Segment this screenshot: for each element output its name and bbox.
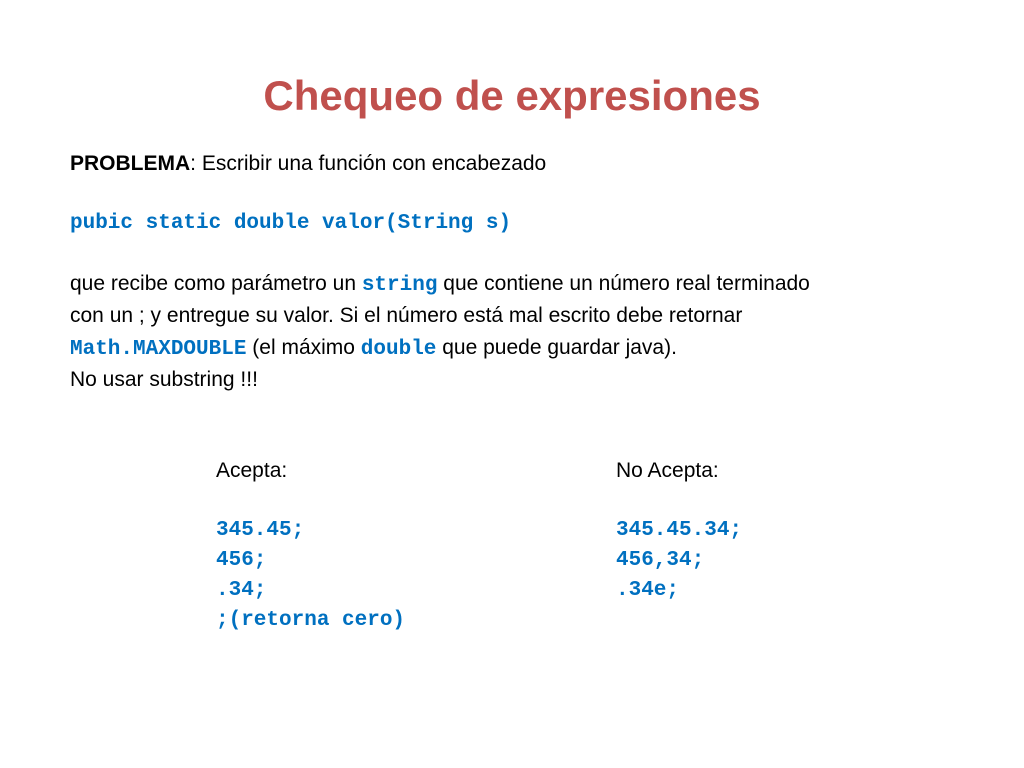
spacer: [216, 486, 405, 516]
description-text: que puede guardar java).: [436, 336, 677, 359]
description-text: que contiene un número real terminado: [437, 272, 810, 295]
description-line-1: [70, 269, 810, 301]
description-text: que recibe como parámetro un: [70, 272, 362, 295]
inline-code-string: string: [361, 274, 438, 297]
reject-item: 345.45.34;: [616, 519, 743, 542]
method-signature: pubic static double valor(String s): [70, 212, 512, 235]
problem-text: : Escribir una función con encabezado: [190, 152, 547, 175]
accept-item: 456;: [216, 549, 267, 572]
reject-item: 456,34;: [616, 549, 705, 572]
reject-column: [616, 456, 742, 606]
spacer: [616, 486, 742, 516]
slide-title: Chequeo de expresiones: [263, 72, 761, 119]
description-line-4: No usar substring !!!: [70, 368, 258, 391]
description-line-3: [70, 333, 677, 365]
description-line-2: con un ; y entregue su valor. Si el número está mal escrito debe retornar: [70, 304, 743, 327]
reject-heading: No Acepta:: [616, 459, 719, 482]
accept-heading: Acepta:: [216, 459, 288, 482]
accept-item: ;(retorna cero): [216, 609, 406, 632]
problem-statement: [70, 149, 546, 179]
reject-item: .34e;: [616, 579, 680, 602]
inline-code-double: double: [360, 338, 437, 361]
inline-code-maxdouble: Math.MAXDOUBLE: [70, 338, 247, 361]
accept-item: .34;: [216, 579, 267, 602]
problem-label: PROBLEMA: [70, 152, 191, 175]
description-text: (el máximo: [246, 336, 361, 359]
accept-item: 345.45;: [216, 519, 305, 542]
accept-column: [216, 456, 405, 636]
